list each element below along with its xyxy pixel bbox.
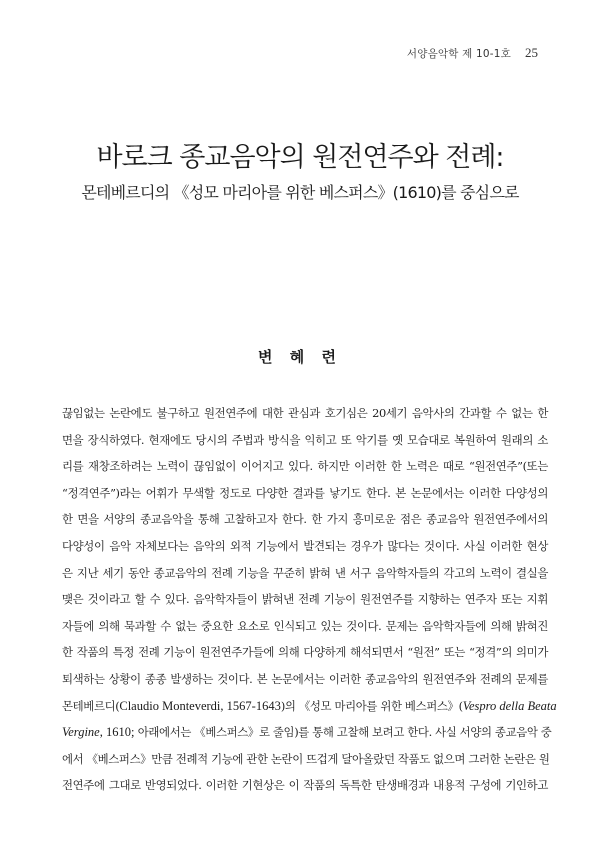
abstract-line: “정격연주”)라는 어휘가 무색할 정도로 다양한 결과를 낳기도 한다. 본 논문에서는 이러한 다양성의 (62, 485, 548, 500)
abstract-line: 은 지난 세기 동안 종교음악의 전례 기능을 꾸준히 밝혀 낸 서구 음악학자들의 각고의 노력이 결실을 (62, 565, 548, 580)
abstract-line: 다양성이 음악 자체보다는 음악의 외적 기능에서 발견되는 경우가 많다는 것이다. 사실 이러한 현상 (62, 538, 548, 553)
work-title-latin: Vergine (62, 725, 100, 740)
author-name: 변 혜 련 (258, 348, 342, 366)
abstract-line: 퇴색하는 상황이 종종 발생하는 것이다. 본 논문에서는 이러한 종교음악의 원전연주와 전례의 문제를 (62, 671, 548, 686)
abstract-line: 끊임없는 논란에도 불구하고 원전연주에 대한 관심과 호기심은 20세기 음악사의 간과할 수 없는 한 (62, 406, 548, 420)
abstract-line: 자들에 의해 묵과할 수 없는 중요한 요소로 인식되고 있는 것이다. 문제는 음악학자들에 의해 밝혀진 (62, 618, 548, 633)
abstract-line: 면을 장식하였다. 현재에도 당시의 주법과 방식을 익히고 또 악기를 옛 모습대로 복원하여 원래의 소 (62, 432, 548, 447)
composer-name-latin: Claudio Monteverdi, 1567-1643 (119, 698, 281, 713)
work-title-latin: Vespro della Beata (462, 698, 557, 713)
abstract-line: 에서 《베스퍼스》만큼 전례적 기능에 관한 논란이 뜨겁게 달아올랐던 작품도 없으며 그러한 논란은 원 (62, 751, 550, 766)
abstract-text: 아래에서는 《베스퍼스》로 줄임)를 통해 고찰해 보려고 한다. 사실 서양의 종교음악 중 (134, 725, 552, 740)
article-subtitle: 몬테베르디의 《성모 마리아를 위한 베스퍼스》(1610)를 중심으로 (81, 183, 519, 202)
article-title: 바로크 종교음악의 원전연주와 전례: (96, 142, 504, 173)
abstract-line: 한 작품의 특정 전례 기능이 원전연주가들에 의해 다양하게 해석되면서 “원전” 또는 “정격”의 의미가 (62, 645, 548, 660)
journal-title: 서양음악학 제 10-1호 (406, 48, 511, 60)
abstract-text: 몬테베르디( (62, 698, 120, 713)
abstract-line: 한 면을 서양의 종교음악을 통해 고찰하고자 한다. 한 가지 흥미로운 점은 종교음악 원전연주에서의 (62, 512, 548, 527)
abstract-line: 맺은 것이라고 할 수 있다. 음악학자들이 밝혀낸 전례 기능이 원전연주를 지향하는 연주자 또는 지휘 (62, 592, 548, 607)
abstract-line (62, 719, 552, 746)
abstract-body (62, 400, 557, 799)
abstract-line: 전연주에 그대로 반영되었다. 이러한 기현상은 이 작품의 독특한 탄생배경과 내용적 구성에 기인하고 (62, 778, 548, 793)
page-number: 25 (525, 45, 538, 60)
work-year: , 1610; (99, 725, 135, 740)
abstract-line: 리를 재창조하려는 노력이 끊임없이 이어지고 있다. 하지만 이러한 한 노력은 때로 “원전연주”(또는 (62, 459, 548, 474)
abstract-text: )의 《성모 마리아를 위한 베스퍼스》( (280, 698, 463, 713)
running-head (407, 45, 538, 61)
abstract-line (62, 693, 557, 720)
